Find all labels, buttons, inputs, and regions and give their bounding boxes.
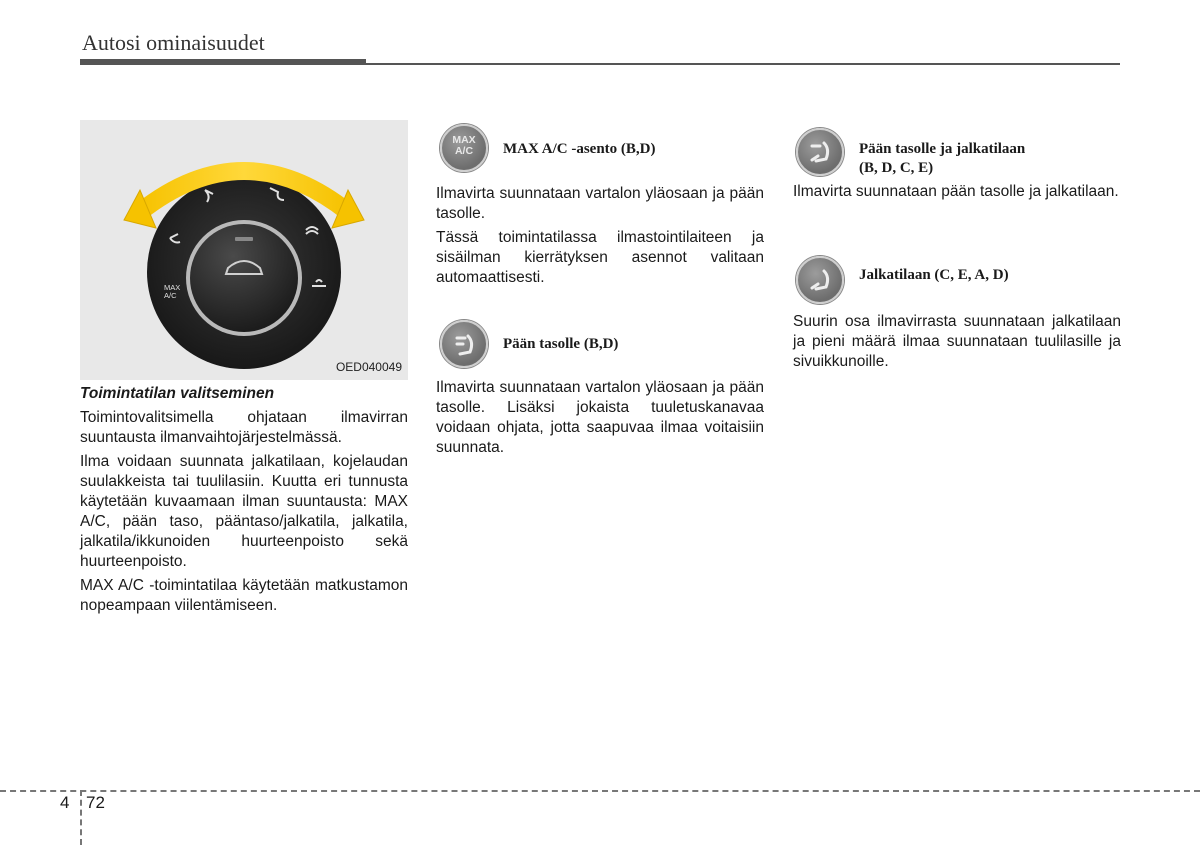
figure-ac-label: A/C xyxy=(164,291,177,300)
vent-floor-icon xyxy=(796,256,844,304)
paragraph: Suurin osa ilmavirrasta suunnataan jalkatilaan ja pieni määrä ilmaa suunnataan tuulilasille ja sivuikkunoille. xyxy=(793,313,1121,370)
paragraph: MAX A/C -toimintatilaa käytetään matkustamon nopeampaan viilentämiseen. xyxy=(80,577,408,614)
column-1-text xyxy=(80,384,408,620)
header-rule-thick xyxy=(80,59,366,65)
section-max-ac-text xyxy=(436,184,764,292)
paragraph: Tässä toimintatilassa ilmastointilaiteen ja sisäilman kierrätyksen asennot valitaan automaattisesti. xyxy=(436,229,764,286)
section-heading-floor: Jalkatilaan (C, E, A, D) xyxy=(859,267,1009,283)
heading-line: (B, D, C, E) xyxy=(859,160,934,176)
page-header-title: Autosi ominaisuudet xyxy=(82,30,265,55)
heading-line: Pään tasolle ja jalkatilaan xyxy=(859,141,1026,157)
max-ac-icon-text: MAX A/C xyxy=(452,134,476,157)
section-floor-text xyxy=(793,312,1121,376)
chapter-number: 4 xyxy=(60,793,70,812)
section-face-text xyxy=(436,378,764,462)
section-bilevel-text xyxy=(793,182,1121,206)
figure-caption: Toimintatilan valitseminen xyxy=(80,385,275,402)
paragraph: Ilma voidaan suunnata jalkatilaan, kojelaudan suulakkeista tai tuulilasiin. Kuutta eri tunnusta käytetään kuvaamaan ilman suuntausta: MAX A/C, pään taso, pääntaso/jalkatila, jalkatila, jalkatila/ikkunoiden huurteenpoisto sekä huurteenpoisto. xyxy=(80,453,408,570)
paragraph: Ilmavirta suunnataan pään tasolle ja jalkatilaan. xyxy=(793,183,1119,200)
max-ac-icon xyxy=(440,124,488,172)
paragraph: Toimintovalitsimella ohjataan ilmavirran suuntausta ilmanvaihtojärjestelmässä. xyxy=(80,409,408,446)
vent-face-icon xyxy=(440,320,488,368)
figure-code: OED040049 xyxy=(335,360,402,374)
footer-divider xyxy=(0,790,1200,792)
footer-vertical-divider xyxy=(80,790,82,845)
page-number: 72 xyxy=(86,793,105,812)
knob-indicator xyxy=(235,237,253,241)
figure-max-label: MAX xyxy=(164,283,181,292)
mode-knob-illustration xyxy=(80,120,408,380)
vent-bilevel-icon xyxy=(796,128,844,176)
section-heading-face: Pään tasolle (B,D) xyxy=(503,336,619,352)
header-rule-thin xyxy=(366,63,1120,65)
section-heading-bilevel xyxy=(859,140,1025,178)
paragraph: Ilmavirta suunnataan vartalon yläosaan ja pään tasolle. xyxy=(436,185,764,222)
paragraph: Ilmavirta suunnataan vartalon yläosaan ja pään tasolle. Lisäksi jokaista tuuletuskanavaa voidaan ohjata, jotta saapuvaa ilmaa voitaisiin suunnata. xyxy=(436,379,764,456)
mode-selector-figure xyxy=(80,120,408,380)
section-heading-max-ac: MAX A/C -asento (B,D) xyxy=(503,141,656,157)
